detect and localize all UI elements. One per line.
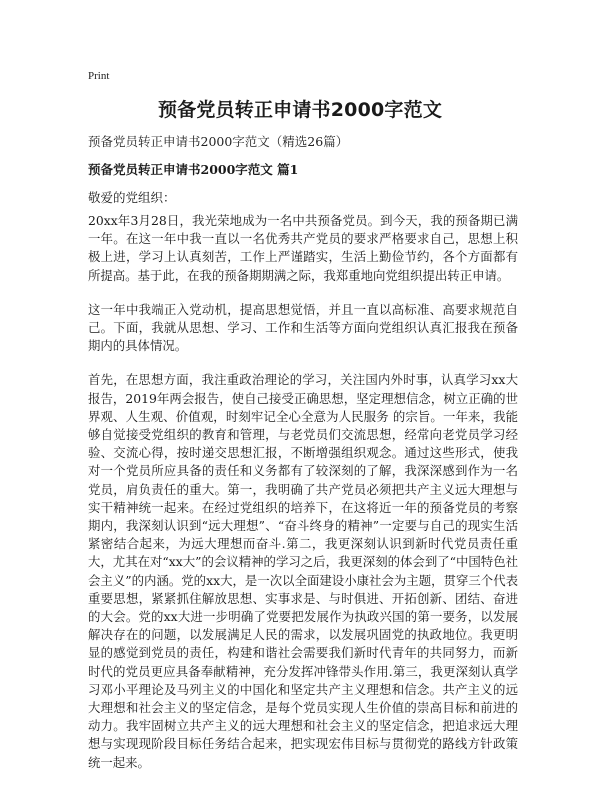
paragraph-1: 20xx年3月28日，我光荣地成为一名中共预备党员。到今天，我的预备期已满一年。在这一年中我一直以一名优秀共产党员的要求严格要求自己，思想上积极上进，学习上认真刻苦，工作上严谨踏实，生活上勤俭节约，各个方面都有所提高。基于此，在我的预备期期满之际，我郑重地向党组织提出转正申请。 — [88, 213, 518, 283]
section-heading: 预备党员转正申请书2000字范文 篇1 — [88, 162, 299, 177]
document-body — [88, 212, 518, 788]
paragraph-2: 这一年中我端正入党动机，提高思想觉悟，并且一直以高标准、高要求规范自己。下面，我就从思想、学习、工作和生活等方面向党组织认真汇报我在预备期内的具体情况。 — [88, 301, 518, 354]
greeting: 敬爱的党组织： — [88, 190, 176, 205]
print-label: Print — [88, 70, 110, 82]
paragraph-3: 首先，在思想方面，我注重政治理论的学习，关注国内外时事，认真学习xx大报告，2019年两会报告，使自己接受正确思想，坚定理想信念，树立正确的世界观、人生观、价值观，时刻牢记全心全意为人民服务 的宗旨。一年来，我能够自觉接受党组织的教育和管理，与老党员们交流思想，经常向老党员学习经验、交流心得，按时递交思想汇报，不断增强组织观念。通过这些形式，使我对一个党员所应具备的责任和义务都有了较深刻的了解，我深深感到作为一名党员，肩负责任的重大。第一，我明确了共产党员必须把共产主义远大理想与实干精神统一起来。在经过党组织的培养下，在这将近一年的预备党员的考察期内，我深刻认识到“远大理想”、“奋斗终身的精神”一定要与自己的现实生活紧密结合起来，为远大理想而奋斗.第二，我更深刻认识到新时代党员责任重大，尤其在对“xx大”的会议精神的学习之后，我更深刻的体会到了“中国特色社会主义”的内涵。党的xx大，是一次以全面建设小康社会为主题，贯穿三个代表重要思想，紧紧抓住解放思想、实事求是、与时俱进、开拓创新、团结、奋进的大会。党的xx大进一步明确了党要把发展作为执政兴国的第一要务，以发展解决存在的问题，以发展满足人民的需求，以发展巩固党的执政地位。我更明显的感觉到党员的责任，构建和谐社会需要我们新时代青年的共同努力，而新时代的党员更应具备奉献精神，充分发挥冲锋带头作用.第三，我更深刻认真学习邓小平理论及马列主义的中国化和坚定共产主义理想和信念。共产主义的远大理想和社会主义的坚定信念，是每个党员实现人生价值的崇高目标和前进的动力。我牢固树立共产主义的远大理想和社会主义的坚定信念，把追求远大理想与实现现阶段目标任务结合起来，把实现宏伟目标与贯彻党的路线方针政策统一起来。 — [88, 372, 518, 770]
document-subtitle: 预备党员转正申请书2000字范文（精选26篇） — [88, 134, 349, 149]
document-title: 预备党员转正申请书2000字范文 — [157, 99, 443, 121]
